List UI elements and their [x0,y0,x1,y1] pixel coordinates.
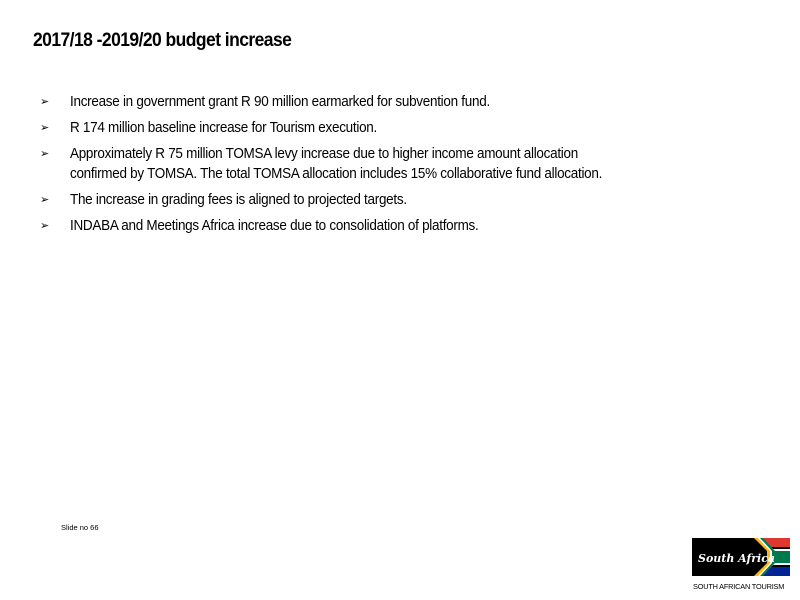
bullet-item [40,190,740,210]
arrowhead-bullet-icon: ➢ [40,194,49,206]
bullet-line: confirmed by TOMSA. The total TOMSA allocation includes 15% collaborative fund allocation. [70,166,603,182]
bullet-line: The increase in grading fees is aligned to projected targets. [70,192,407,208]
arrowhead-bullet-icon: ➢ [40,96,49,108]
south-africa-flag-logo-icon [692,536,790,580]
logo-script-text: South Africa [698,552,776,565]
bullet-text [70,144,602,184]
bullet-item [40,92,740,112]
arrowhead-bullet-icon: ➢ [40,148,49,160]
bullet-item [40,144,740,184]
bullet-line: Increase in government grant R 90 million earmarked for subvention fund. [70,94,490,110]
arrowhead-bullet-icon: ➢ [40,220,49,232]
slide-title: 2017/18 -2019/20 budget increase [33,30,292,51]
bullet-text [70,190,407,210]
slide-number: Slide no 66 [61,523,99,532]
south-african-tourism-logo [692,536,790,594]
bullet-line: INDABA and Meetings Africa increase due to consolidation of platforms. [70,218,479,234]
bullet-item [40,118,740,138]
bullet-text [70,118,377,138]
logo-caption: SOUTH AFRICAN TOURISM [693,582,785,591]
bullet-text [70,216,478,236]
bullet-line: Approximately R 75 million TOMSA levy increase due to higher income amount allocation [70,146,578,162]
arrowhead-bullet-icon: ➢ [40,122,49,134]
bullet-line: R 174 million baseline increase for Tourism execution. [70,120,378,136]
bullet-list [40,92,740,242]
bullet-item [40,216,740,236]
bullet-text [70,92,490,112]
